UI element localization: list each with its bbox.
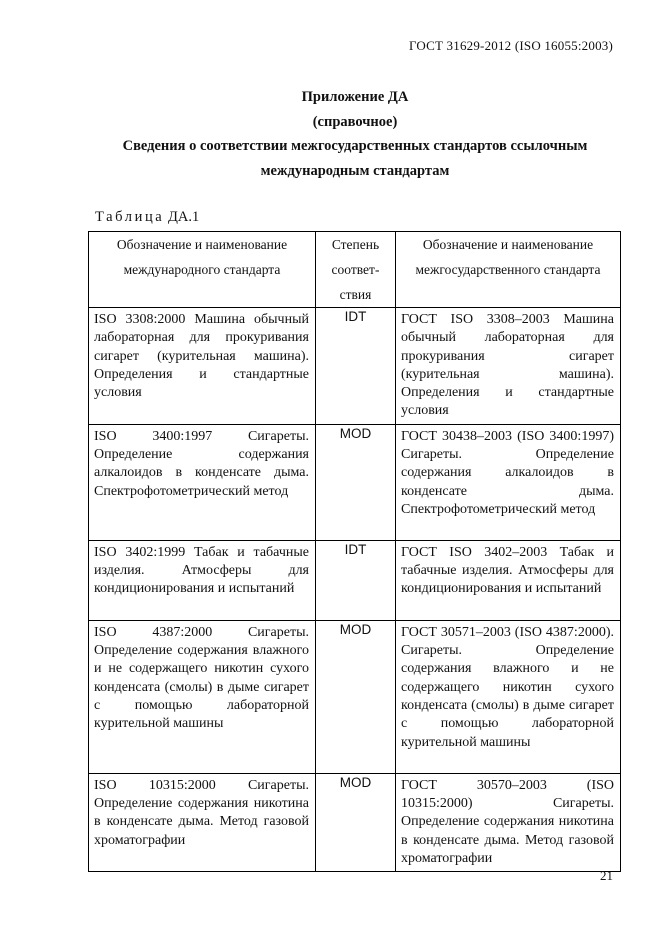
column-header-interstate: Обозначение и наименование межгосударственного стандарта	[396, 232, 621, 308]
document-standard-number: ГОСТ 31629-2012 (ISO 16055:2003)	[408, 38, 613, 53]
column-header-degree: Степень соответ-ствия	[316, 232, 396, 308]
international-standard-cell: ISO 4387:2000 Сигареты. Определение содержания влажного и не содержащего никотин сухого конденсата (смолы) в дыме сигарет с помощью лабораторной курительной машины	[89, 620, 316, 773]
degree-cell: IDT	[316, 540, 396, 620]
degree-cell: IDT	[316, 308, 396, 425]
table-label-prefix: Таблица	[95, 209, 165, 225]
table-header-row	[89, 232, 621, 308]
international-standard-cell: ISO 3308:2000 Машина обычный лабораторная для прокуривания сигарет (курительная машина). Определения и стандартные условия	[89, 308, 316, 425]
table-row	[89, 424, 621, 540]
table-row	[89, 773, 621, 871]
degree-cell: MOD	[316, 773, 396, 871]
table-label-number: ДА.1	[167, 209, 200, 225]
correspondence-table	[88, 231, 621, 872]
interstate-standard-cell: ГОСТ 30571–2003 (ISO 4387:2000). Сигареты. Определение содержания влажного и не содержащего никотин сухого конденсата (смолы) в дыме сигарет с помощью лабораторной курительной машины	[396, 620, 621, 773]
international-standard-cell: ISO 10315:2000 Сигареты. Определение содержания никотина в конденсате дыма. Метод газовой хроматографии	[89, 773, 316, 871]
annex-subtitle: (справочное)	[312, 114, 398, 130]
table-row	[89, 540, 621, 620]
table-label	[95, 209, 199, 226]
international-standard-cell: ISO 3402:1999 Табак и табачные изделия. Атмосферы для кондиционирования и испытаний	[89, 540, 316, 620]
interstate-standard-cell: ГОСТ 30570–2003 (ISO 10315:2000) Сигареты. Определение содержания никотина в конденсате дыма. Метод газовой хроматографии	[396, 773, 621, 871]
degree-cell: MOD	[316, 424, 396, 540]
annex-heading-line2: международным стандартам	[260, 163, 450, 179]
table-row	[89, 308, 621, 425]
international-standard-cell: ISO 3400:1997 Сигареты. Определение содержания алкалоидов в конденсате дыма. Спектрофотометрический метод	[89, 424, 316, 540]
interstate-standard-cell: ГОСТ 30438–2003 (ISO 3400:1997) Сигареты. Определение содержания алкалоидов в конденсате дыма. Спектрофотометрический метод	[396, 424, 621, 540]
column-header-international: Обозначение и наименование международного стандарта	[89, 232, 316, 308]
page-number: 21	[600, 868, 613, 883]
degree-cell: MOD	[316, 620, 396, 773]
annex-heading-line1: Сведения о соответствии межгосударственных стандартов ссылочным	[122, 138, 588, 154]
table-row	[89, 620, 621, 773]
annex-title: Приложение ДА	[301, 89, 409, 105]
interstate-standard-cell: ГОСТ ISO 3402–2003 Табак и табачные изделия. Атмосферы для кондиционирования и испытаний	[396, 540, 621, 620]
interstate-standard-cell: ГОСТ ISO 3308–2003 Машина обычный лабораторная для прокуривания сигарет (курительная машина). Определения и стандартные условия	[396, 308, 621, 425]
